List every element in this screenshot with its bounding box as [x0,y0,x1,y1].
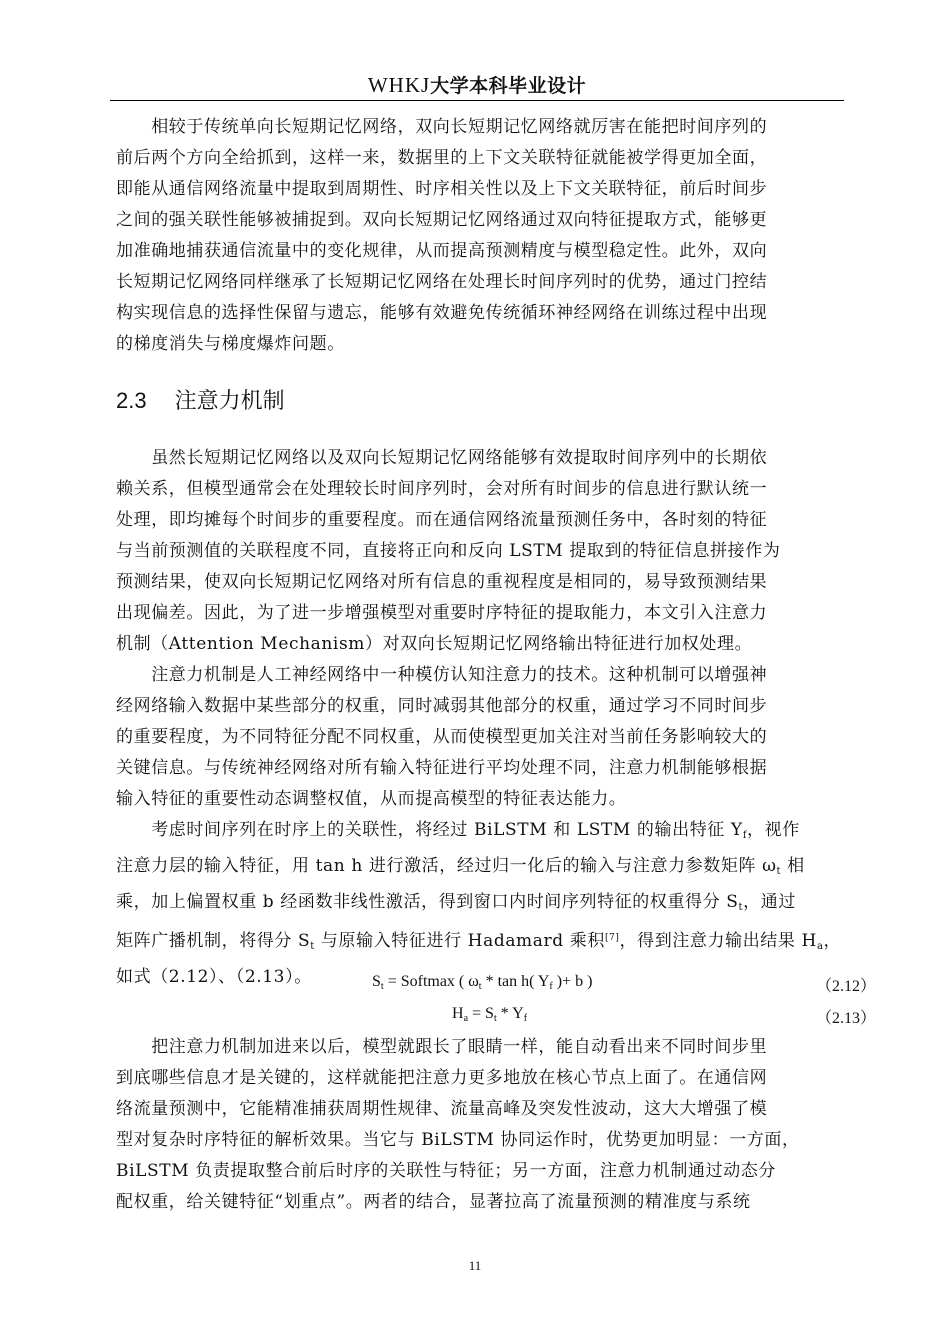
text-line: 即能从通信网络流量中提取到周期性、时序相关性以及上下文关联特征，前后时间步 [116,179,768,199]
text-line: 输入特征的重要性动态调整权值，从而提高模型的特征表达能力。 [116,789,627,809]
text-line: 络流量预测中，它能精准捕获周期性规律、流量高峰及突发性波动，这大大增强了模 [116,1099,768,1119]
text-line: 的梯度消失与梯度爆炸问题。 [116,334,345,354]
text-line: BiLSTM 负责提取整合前后时序的关联性与特征；另一方面，注意力机制通过动态分 [116,1161,777,1181]
text-line: 构实现信息的选择性保留与遗忘，能够有效避免传统循环神经网络在训练过程中出现 [116,303,768,323]
text-line: 赖关系，但模型通常会在处理较长时间序列时，会对所有时间步的信息进行默认统一 [116,479,768,499]
equation-2-13: $H_a = S_t * Y_f$ [452,1005,528,1024]
text-line: 型对复杂时序特征的解析效果。当它与 BiLSTM 协同运作时，优势更加明显：一方面， [116,1130,800,1150]
text-line: 加准确地捕获通信流量中的变化规律，从而提高预测精度与模型稳定性。此外，双向 [116,241,768,261]
text-line: 前后两个方向全给抓到，这样一来，数据里的上下文关联特征就能被学得更加全面， [116,148,768,168]
paragraph-attention-benefits [116,1032,836,1218]
section-number: 2.3 [116,388,147,413]
text-line: 注意力层的输入特征，用 tan h 进行激活，经过归一化后的输入与注意力参数矩阵 $\omega_t$ 相 [116,856,805,877]
text-line: 机制（Attention Mechanism）对双向长短期记忆网络输出特征进行加权处理。 [116,634,753,654]
text-line: 如式（2.12）、（2.13）。 [116,967,312,987]
text-line: 出现偏差。因此，为了进一步增强模型对重要时序特征的提取能力，本文引入注意力 [116,603,768,623]
text-line: 矩阵广播机制，将得分 $S_t$ 与原输入特征进行 Hadamard 乘积[7]，得到注意力输出结果 $H_a$， [116,931,842,952]
paragraph-bilstm-advantages [116,112,836,360]
text-line: 乘，加上偏置权重 b 经函数非线性激活，得到窗口内时间序列特征的权重得分 $S_t$，通过 [116,892,796,913]
text-line: 与当前预测值的关联程度不同，直接将正向和反向 LSTM 提取到的特征信息拼接作为 [116,541,781,561]
section-heading [116,384,285,415]
text-line: 经网络输入数据中某些部分的权重，同时减弱其他部分的权重，通过学习不同时间步 [116,696,768,716]
text-line: 配权重，给关键特征“划重点”。两者的结合，显著拉高了流量预测的精准度与系统 [116,1192,751,1212]
text-line: 处理，即均摊每个时间步的重要程度。而在通信网络流量预测任务中，各时刻的特征 [116,510,768,530]
equation-2-12: $S_t$ = Softmax ( $\omega_t$ * tan h( $Y_f$ )+ b ) [372,973,593,992]
paragraph-attention-motivation [116,443,836,660]
text-line: 之间的强关联性能够被捕捉到。双向长短期记忆网络通过双向特征提取方式，能够更 [116,210,768,230]
paragraph-attention-definition [116,660,836,815]
text-line: 预测结果，使双向长短期记忆网络对所有信息的重视程度是相同的，易导致预测结果 [116,572,768,592]
text-line: 关键信息。与传统神经网络对所有输入特征进行平均处理不同，注意力机制能够根据 [116,758,768,778]
section-title: 注意力机制 [174,389,285,414]
header-title: WHKJ大学本科毕业设计 [367,73,587,97]
text-line: 虽然长短期记忆网络以及双向长短期记忆网络能够有效提取时间序列中的长期依 [116,448,768,468]
text-line: 长短期记忆网络同样继承了长短期记忆网络在处理长时间序列时的优势，通过门控结 [116,272,768,292]
citation-ref: [7] [604,933,620,943]
text-line: 考虑时间序列在时序上的关联性，将经过 BiLSTM 和 LSTM 的输出特征 $Y_f$，视作 [116,820,800,841]
text-line: 把注意力机制加进来以后，模型就跟长了眼睛一样，能自动看出来不同时间步里 [116,1037,768,1057]
text-line: 注意力机制是人工神经网络中一种模仿认知注意力的技术。这种机制可以增强神 [116,665,768,685]
page-number: 11 [468,1258,482,1273]
text-line: 的重要程度，为不同特征分配不同权重，从而使模型更加关注对当前任务影响较大的 [116,727,768,747]
equation-number-2-13: （2.13） [815,1010,876,1027]
equation-number-2-12: （2.12） [815,978,876,995]
text-line: 相较于传统单向长短期记忆网络，双向长短期记忆网络就厉害在能把时间序列的 [116,117,768,137]
text-line: 到底哪些信息才是关键的，这样就能把注意力更多地放在核心节点上面了。在通信网 [116,1068,768,1088]
paragraph-attention-formula-intro [116,815,842,993]
page-header [110,70,844,101]
